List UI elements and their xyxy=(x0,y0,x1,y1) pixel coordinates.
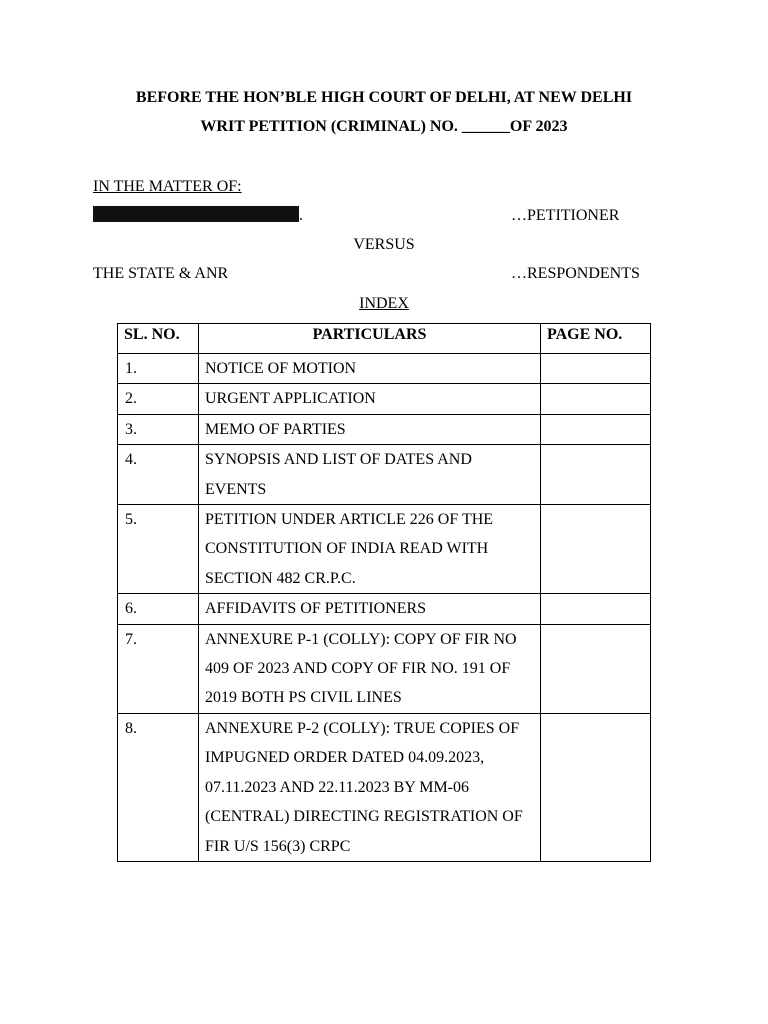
column-header-page-no: PAGE NO. xyxy=(541,324,651,354)
versus-label: VERSUS xyxy=(353,236,415,253)
sl-no-cell: 5. xyxy=(118,505,199,594)
sl-no-cell: 3. xyxy=(118,414,199,444)
particulars-cell: MEMO OF PARTIES xyxy=(199,414,541,444)
page-no-cell xyxy=(541,594,651,624)
respondent-role: …RESPONDENTS xyxy=(511,265,640,282)
particulars-cell: SYNOPSIS AND LIST OF DATES AND EVENTS xyxy=(199,445,541,505)
table-row xyxy=(118,445,651,505)
redacted-petitioner-name xyxy=(93,206,299,222)
table-row xyxy=(118,384,651,414)
page-no-cell xyxy=(541,354,651,384)
page-no-cell xyxy=(541,505,651,594)
table-row xyxy=(118,414,651,444)
page-no-cell xyxy=(541,445,651,505)
table-row xyxy=(118,505,651,594)
page-no-cell xyxy=(541,624,651,713)
sl-no-cell: 1. xyxy=(118,354,199,384)
sl-no-cell: 6. xyxy=(118,594,199,624)
petition-number-heading: WRIT PETITION (CRIMINAL) NO. ______OF 2023 xyxy=(200,118,568,135)
page-no-cell xyxy=(541,384,651,414)
table-row xyxy=(118,713,651,861)
column-header-sl-no: SL. NO. xyxy=(118,324,199,354)
sl-no-cell: 7. xyxy=(118,624,199,713)
page-no-cell xyxy=(541,414,651,444)
particulars-cell: ANNEXURE P-1 (COLLY): COPY OF FIR NO 409 OF 2023 AND COPY OF FIR NO. 191 OF 2019 BOTH PS CIVIL LINES xyxy=(199,624,541,713)
petitioner-name xyxy=(93,206,303,226)
particulars-cell: NOTICE OF MOTION xyxy=(199,354,541,384)
petitioner-name-suffix: . xyxy=(299,207,303,224)
court-heading: BEFORE THE HON’BLE HIGH COURT OF DELHI, AT NEW DELHI xyxy=(135,89,633,106)
table-row xyxy=(118,624,651,713)
page-no-cell xyxy=(541,713,651,861)
in-the-matter-of-label: IN THE MATTER OF: xyxy=(93,178,242,195)
particulars-cell: AFFIDAVITS OF PETITIONERS xyxy=(199,594,541,624)
respondent-name: THE STATE & ANR xyxy=(93,265,229,282)
table-row xyxy=(118,594,651,624)
particulars-cell: URGENT APPLICATION xyxy=(199,384,541,414)
sl-no-cell: 2. xyxy=(118,384,199,414)
petitioner-role: …PETITIONER xyxy=(511,207,620,224)
sl-no-cell: 8. xyxy=(118,713,199,861)
particulars-cell: ANNEXURE P-2 (COLLY): TRUE COPIES OF IMPUGNED ORDER DATED 04.09.2023, 07.11.2023 AND 22.11.2023 BY MM-06 (CENTRAL) DIRECTING REGISTRATION OF FIR U/S 156(3) CRPC xyxy=(199,713,541,861)
particulars-cell: PETITION UNDER ARTICLE 226 OF THE CONSTITUTION OF INDIA READ WITH SECTION 482 CR.P.C. xyxy=(199,505,541,594)
index-header-row xyxy=(118,324,651,354)
index-title: INDEX xyxy=(359,295,409,312)
column-header-particulars: PARTICULARS xyxy=(199,324,541,354)
index-table xyxy=(117,323,651,862)
sl-no-cell: 4. xyxy=(118,445,199,505)
table-row xyxy=(118,354,651,384)
